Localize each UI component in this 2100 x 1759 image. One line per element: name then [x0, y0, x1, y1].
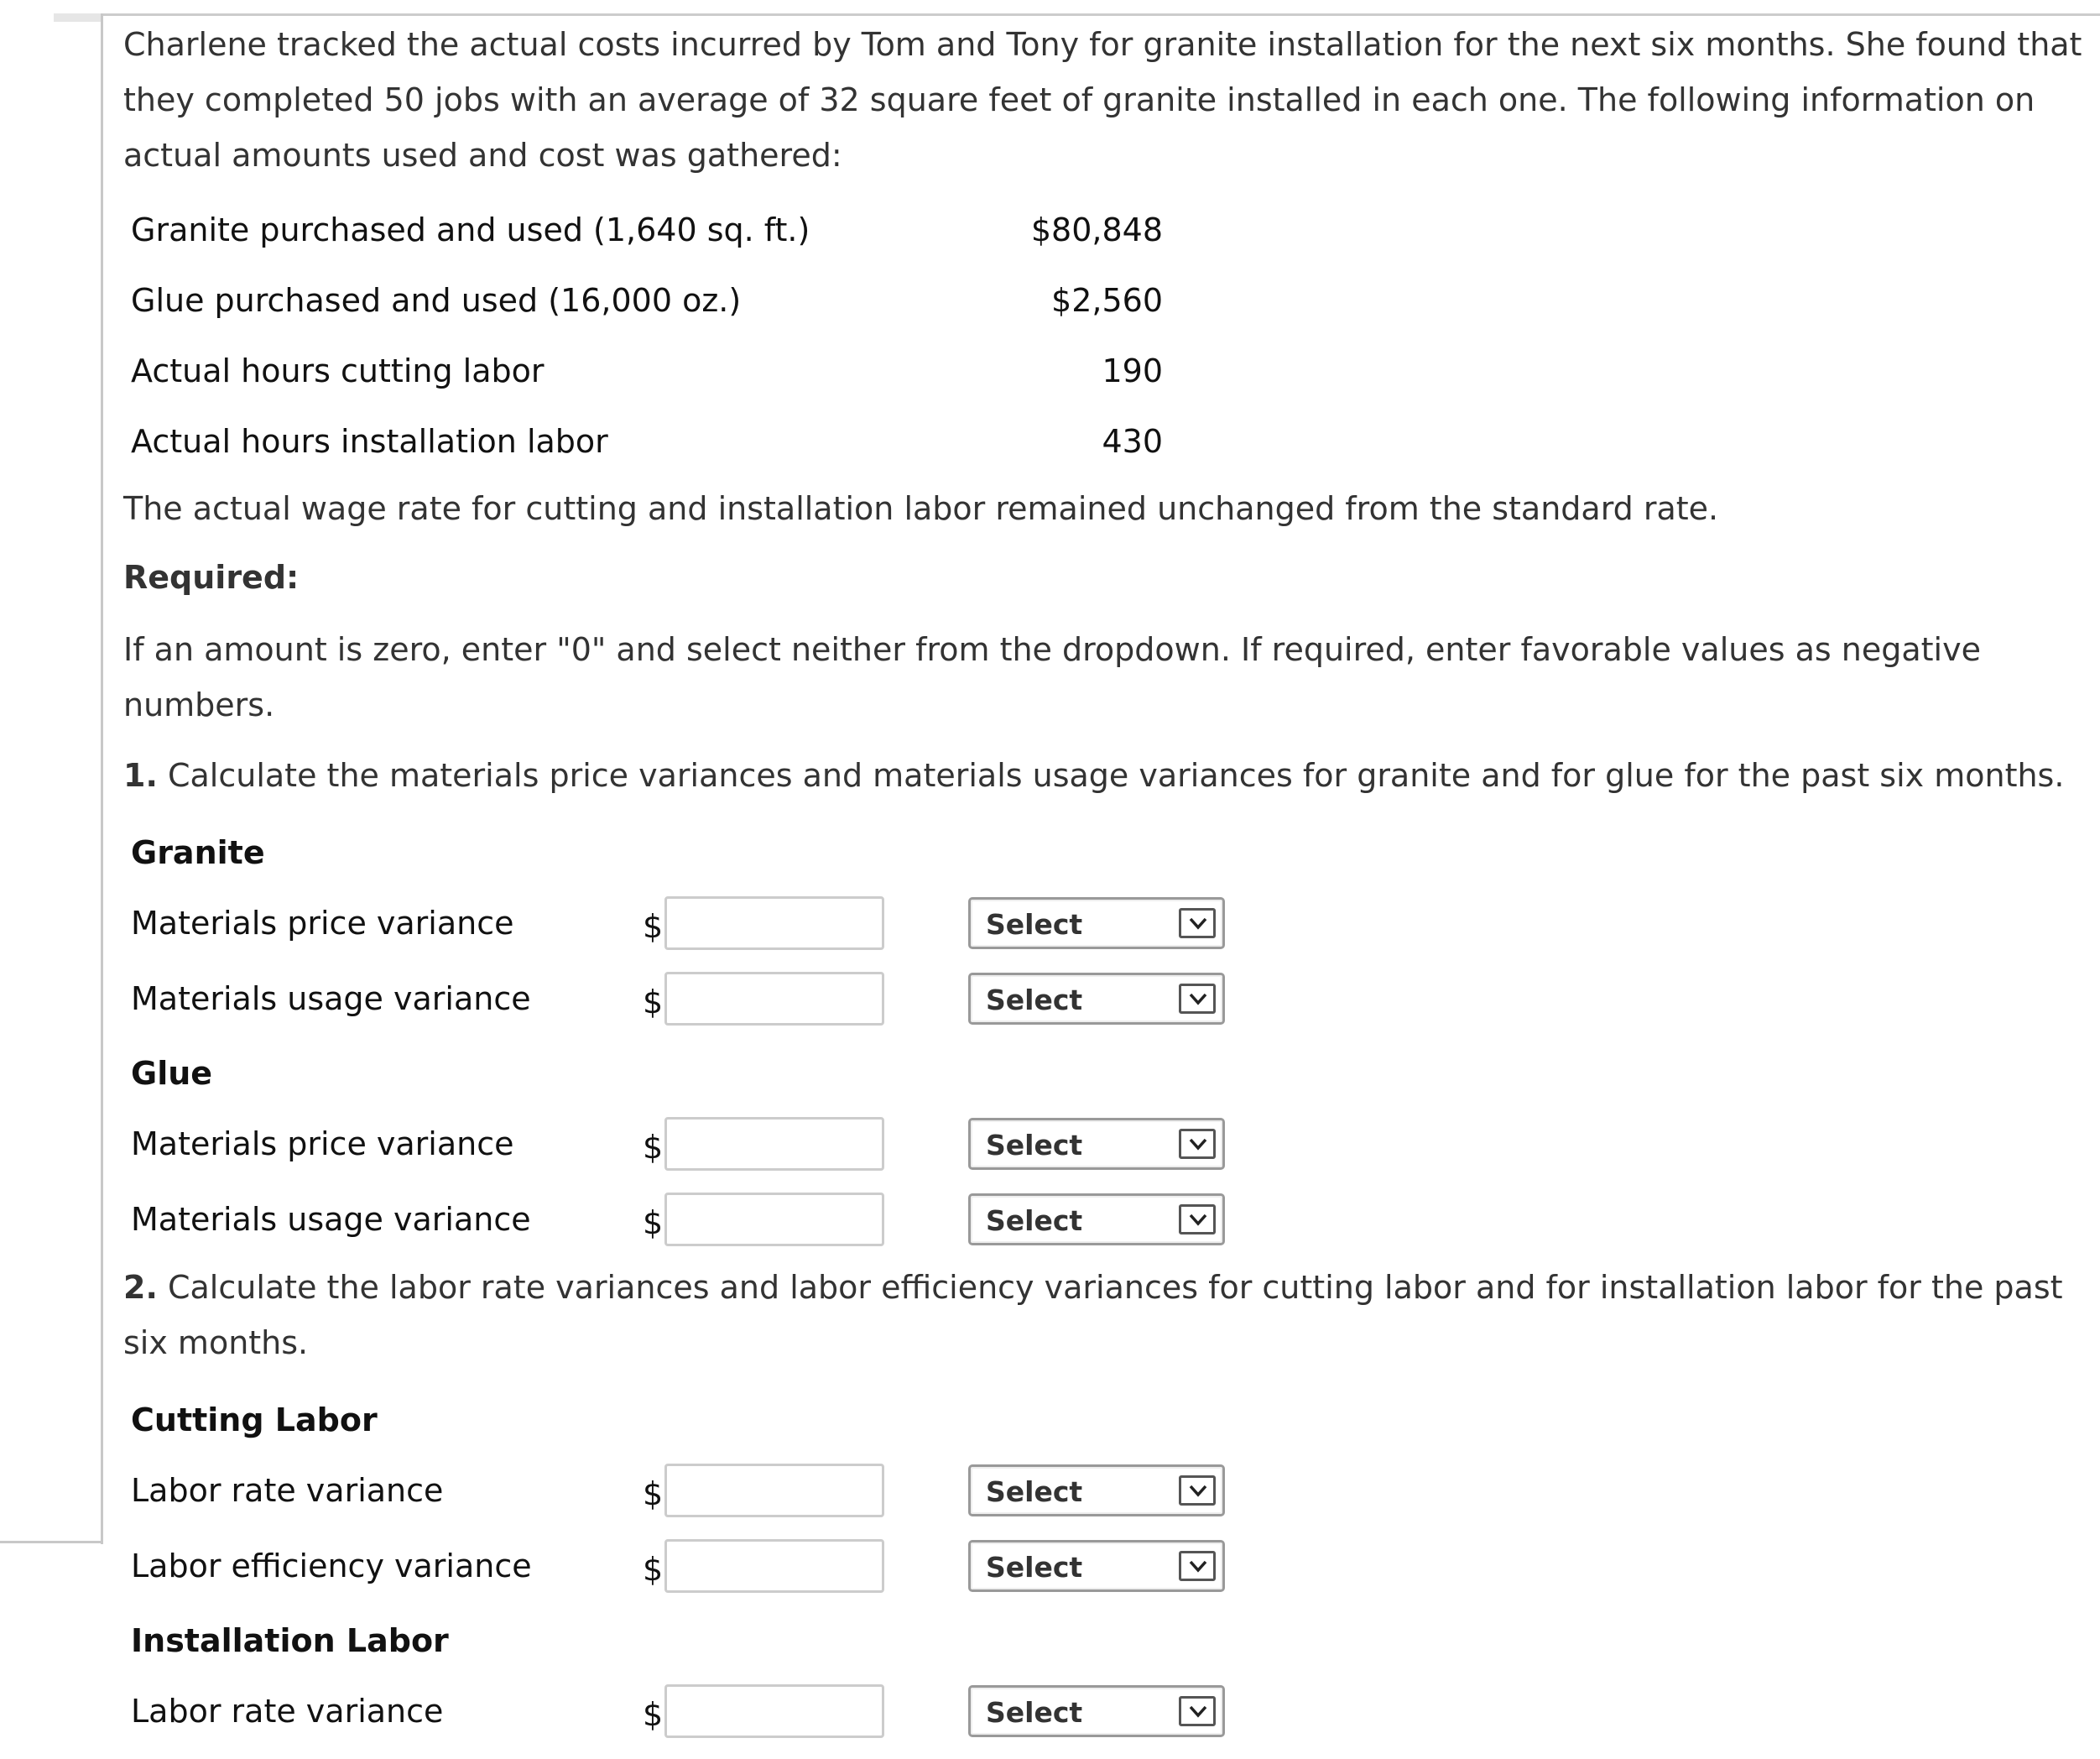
required-heading: Required: [123, 559, 300, 596]
select-value: Select [986, 1475, 1083, 1508]
variance-label: Materials price variance [131, 905, 514, 942]
granite-price-variance-input[interactable] [664, 896, 884, 950]
question-text: Calculate the labor rate variances and labor efficiency variances for cutting labor and for installation labor for the past [167, 1269, 2063, 1306]
cost-row-value: $2,560 [1051, 282, 1163, 319]
question-2-line-1 [123, 1260, 2063, 1315]
select-value: Select [986, 1129, 1083, 1161]
cost-row-value: 190 [1102, 352, 1163, 389]
section-title-installation-labor: Installation Labor [131, 1622, 449, 1659]
instructions-line-1: If an amount is zero, enter "0" and select neither from the dropdown. If required, enter favorable values as negative [123, 631, 1981, 668]
chevron-down-icon [1179, 1129, 1216, 1159]
glue-price-variance-input[interactable] [664, 1117, 884, 1171]
dollar-sign: $ [643, 1696, 664, 1733]
chevron-down-icon [1179, 1475, 1216, 1506]
variance-label: Labor efficiency variance [131, 1548, 532, 1584]
question-2-line-2: six months. [123, 1324, 309, 1361]
intro-line-3: actual amounts used and cost was gathered: [123, 137, 842, 174]
question-number: 1. [123, 757, 158, 794]
question-text: Calculate the materials price variances and materials usage variances for granite and for glue for the past six months. [167, 757, 2065, 794]
cutting-labor-efficiency-variance-input[interactable] [664, 1539, 884, 1593]
variance-label: Labor rate variance [131, 1693, 444, 1730]
intro-line-2: they completed 50 jobs with an average of 32 square feet of granite installed in each one. The following information on [123, 81, 2035, 118]
glue-price-variance-select[interactable] [968, 1118, 1225, 1170]
instructions-line-2: numbers. [123, 686, 275, 723]
chevron-down-icon [1179, 984, 1216, 1014]
intro-line-1: Charlene tracked the actual costs incurred by Tom and Tony for granite installation for the next six months. She found that [123, 26, 2082, 63]
cost-row-label: Actual hours cutting labor [131, 352, 545, 389]
cost-row-label: Granite purchased and used (1,640 sq. ft.) [131, 211, 810, 248]
select-value: Select [986, 908, 1083, 941]
frame-tab [54, 13, 101, 22]
frame-top-border [101, 13, 2100, 16]
question-1 [123, 748, 2064, 803]
chevron-down-icon [1179, 1551, 1216, 1581]
glue-usage-variance-select[interactable] [968, 1193, 1225, 1245]
dollar-sign: $ [643, 984, 664, 1020]
select-value: Select [986, 1204, 1083, 1237]
granite-usage-variance-select[interactable] [968, 973, 1225, 1025]
variance-label: Materials usage variance [131, 980, 531, 1017]
cost-row-value: $80,848 [1030, 211, 1163, 248]
question-number: 2. [123, 1269, 158, 1306]
variance-label: Materials price variance [131, 1125, 514, 1162]
chevron-down-icon [1179, 1204, 1216, 1234]
installation-labor-rate-variance-select[interactable] [968, 1685, 1225, 1737]
dollar-sign: $ [643, 1551, 664, 1588]
frame-left-border [101, 13, 103, 1544]
cost-row-value: 430 [1102, 423, 1163, 460]
section-title-granite: Granite [131, 834, 265, 871]
cutting-labor-rate-variance-input[interactable] [664, 1464, 884, 1517]
glue-usage-variance-input[interactable] [664, 1193, 884, 1246]
wage-note: The actual wage rate for cutting and installation labor remained unchanged from the standard rate. [123, 490, 1719, 527]
variance-label: Labor rate variance [131, 1472, 444, 1509]
cost-row-label: Actual hours installation labor [131, 423, 608, 460]
dollar-sign: $ [643, 1475, 664, 1512]
section-title-glue: Glue [131, 1055, 213, 1092]
dollar-sign: $ [643, 908, 664, 945]
cutting-labor-efficiency-variance-select[interactable] [968, 1540, 1225, 1592]
frame-bottom-border [0, 1541, 103, 1543]
dollar-sign: $ [643, 1204, 664, 1241]
section-title-cutting-labor: Cutting Labor [131, 1401, 378, 1438]
installation-labor-rate-variance-input[interactable] [664, 1684, 884, 1738]
dollar-sign: $ [643, 1129, 664, 1166]
chevron-down-icon [1179, 1696, 1216, 1726]
cutting-labor-rate-variance-select[interactable] [968, 1464, 1225, 1516]
select-value: Select [986, 1696, 1083, 1729]
select-value: Select [986, 1551, 1083, 1584]
variance-label: Materials usage variance [131, 1201, 531, 1238]
granite-usage-variance-input[interactable] [664, 972, 884, 1026]
select-value: Select [986, 984, 1083, 1016]
chevron-down-icon [1179, 908, 1216, 938]
cost-row-label: Glue purchased and used (16,000 oz.) [131, 282, 742, 319]
granite-price-variance-select[interactable] [968, 897, 1225, 949]
